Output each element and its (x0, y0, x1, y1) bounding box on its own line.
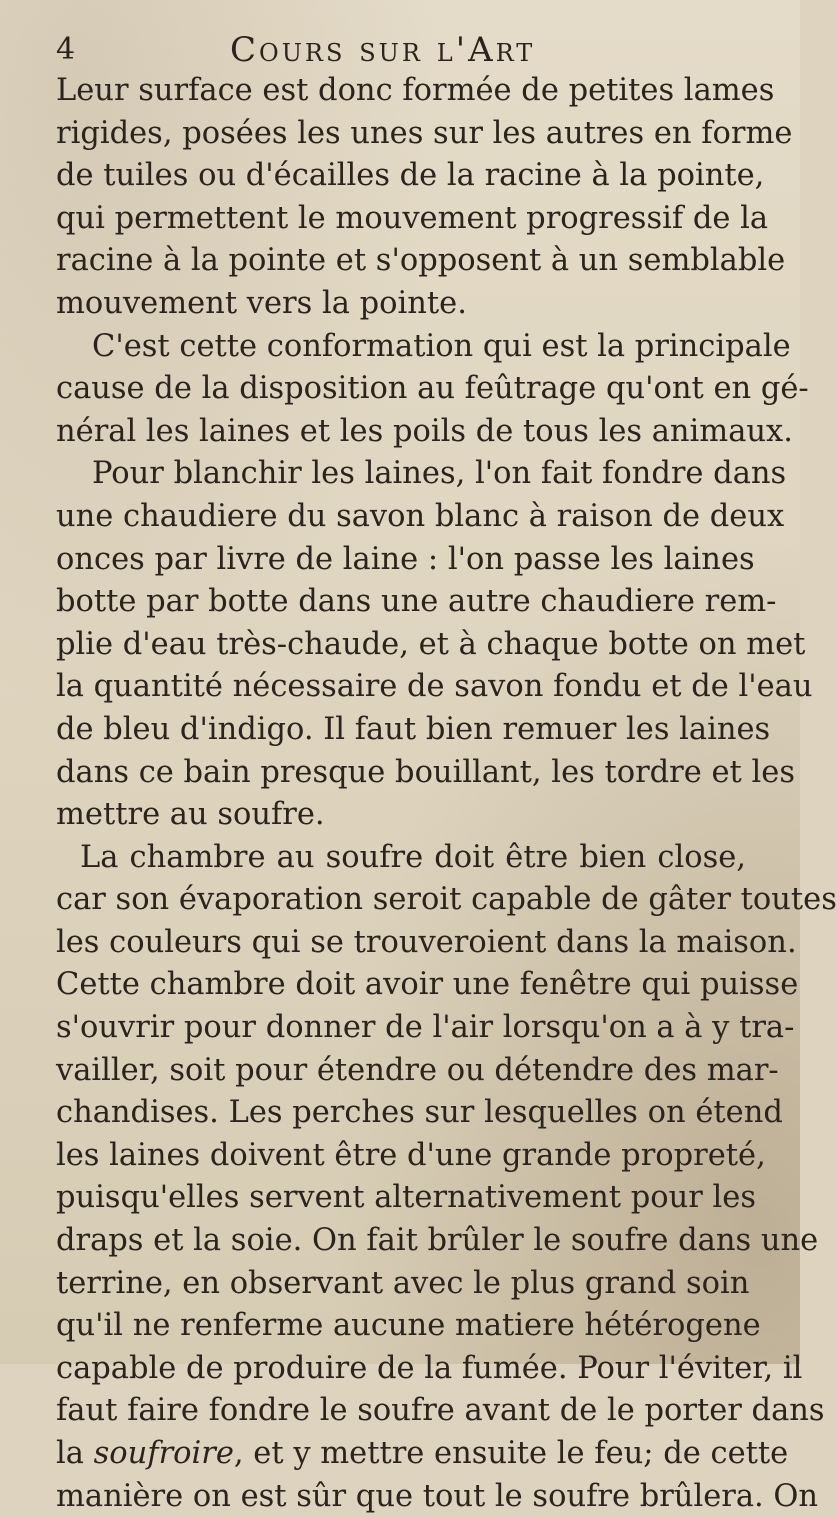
text-line: néral les laines et les poils de tous les animaux. (56, 413, 793, 449)
running-title: Cours sur l'Art (230, 30, 536, 70)
text-line: capable de produire de la fumée. Pour l'éviter, il (56, 1350, 803, 1386)
text-line: Pour blanchir les laines, l'on fait fondre dans (92, 456, 787, 492)
text-line: qui permettent le mouvement progressif de la (56, 200, 769, 236)
text-line: terrine, en observant avec le plus grand soin (56, 1265, 750, 1301)
text-line: une chaudiere du savon blanc à raison de deux (56, 498, 785, 534)
text-line: La chambre au soufre doit être bien close, (80, 839, 746, 875)
text-line: mouvement vers la pointe. (56, 285, 467, 321)
text-fragment: , et y mettre ensuite le feu; de cette (233, 1436, 789, 1471)
text-line: puisqu'elles servent alternativement pour les (56, 1180, 757, 1216)
text-line: manière on est sûr que tout le soufre brûlera. On (56, 1478, 819, 1514)
text-line: les couleurs qui se trouveroient dans la maison. (56, 924, 797, 960)
text-line-with-italic (56, 1433, 789, 1476)
text-fragment: la (56, 1436, 94, 1471)
text-line: faut faire fondre le soufre avant de le porter dans (56, 1393, 825, 1429)
text-line: qu'il ne renferme aucune matiere hétérogene (56, 1308, 761, 1344)
text-line: vailler, soit pour étendre ou détendre des mar- (56, 1052, 779, 1088)
text-line: C'est cette conformation qui est la principale (92, 328, 791, 364)
text-line: plie d'eau très-chaude, et à chaque botte on met (56, 626, 806, 662)
text-line: de bleu d'indigo. Il faut bien remuer les laines (56, 711, 771, 747)
text-line: les laines doivent être d'une grande propreté, (56, 1137, 766, 1173)
text-line: botte par botte dans une autre chaudiere rem- (56, 584, 777, 620)
text-line: de tuiles ou d'écailles de la racine à la pointe, (56, 158, 765, 194)
text-line: Cette chambre doit avoir une fenêtre qui puisse (56, 967, 799, 1003)
text-line: Leur surface est donc formée de petites lames (56, 73, 775, 108)
text-line: chandises. Les perches sur lesquelles on étend (56, 1095, 783, 1131)
body-text (56, 70, 837, 1518)
running-head (56, 28, 746, 72)
page-number: 4 (56, 32, 77, 67)
text-line: la quantité nécessaire de savon fondu et de l'eau (56, 669, 813, 705)
italic-term: soufroire (93, 1436, 234, 1471)
text-line: racine à la pointe et s'opposent à un semblable (56, 243, 786, 279)
text-line: car son évaporation seroit capable de gâter toutes (56, 882, 837, 918)
text-line: s'ouvrir pour donner de l'air lorsqu'on a à y tra- (56, 1010, 795, 1046)
text-line: cause de la disposition au feûtrage qu'ont en gé- (56, 371, 809, 407)
text-line: draps et la soie. On fait brûler le soufre dans une (56, 1223, 819, 1259)
text-line: mettre au soufre. (56, 797, 325, 833)
text-line: onces par livre de laine : l'on passe les laines (56, 541, 755, 577)
text-line: rigides, posées les unes sur les autres en forme (56, 115, 793, 151)
text-line: dans ce bain presque bouillant, les tordre et les (56, 754, 795, 790)
